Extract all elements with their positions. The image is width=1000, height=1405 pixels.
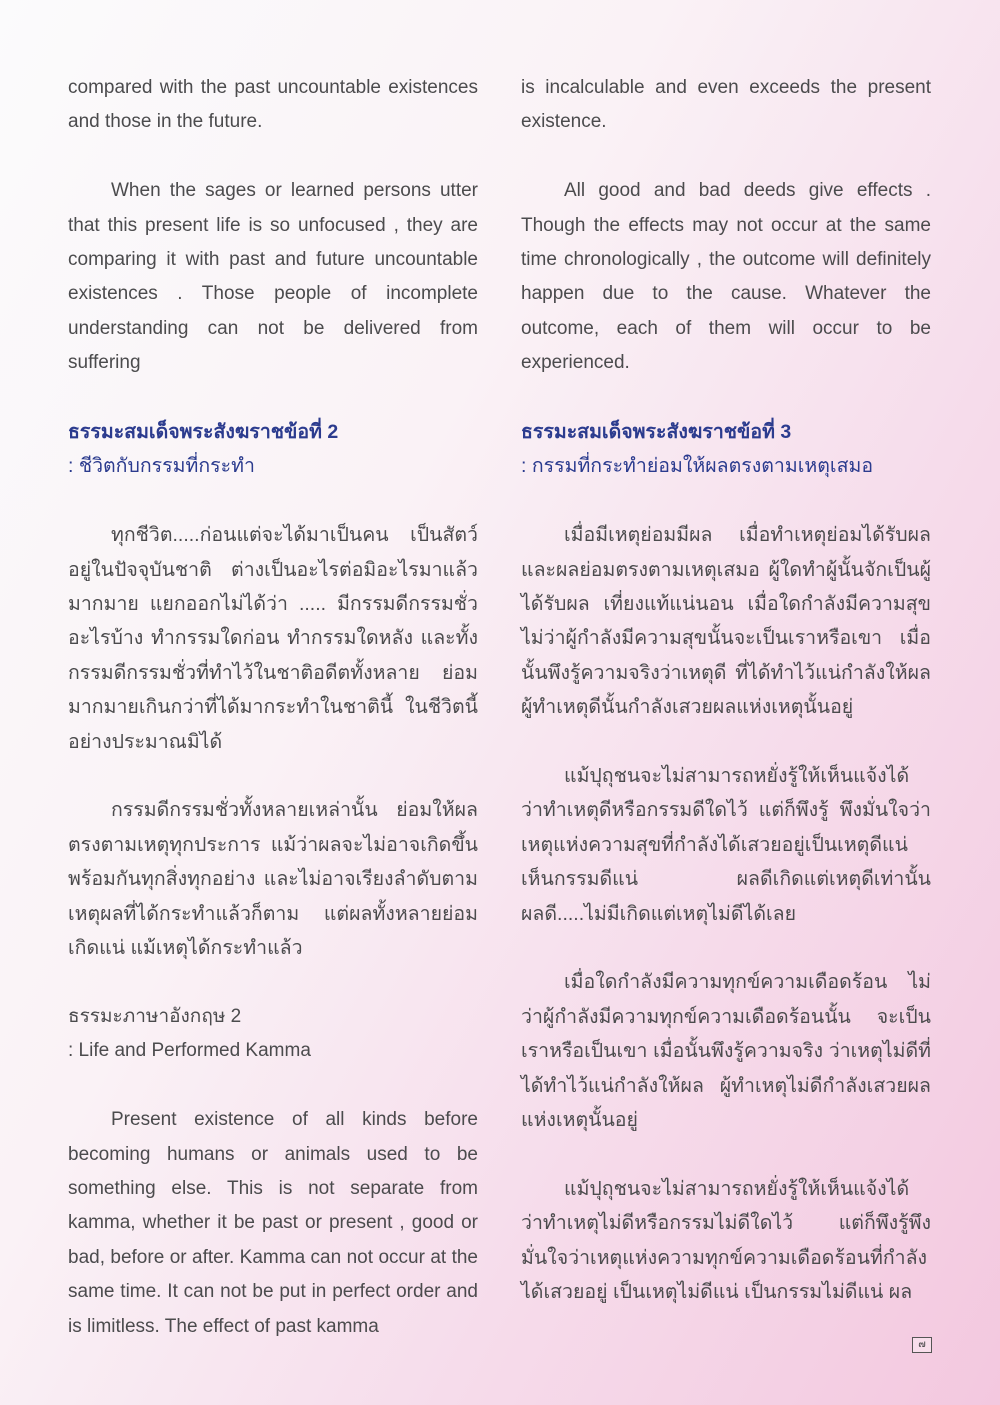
paragraph-left-1: compared with the past uncountable existences and those in the future. [68, 77, 478, 133]
paragraph-left-2: When the sages or learned persons utter that this present life is so unfocused , they are comparing it with past and future uncountable existences . Those people of incomplete understanding can not be delivered from suffering [68, 180, 478, 374]
paragraph-right-thai-4: แม้ปุถุชนจะไม่สามารถหยั่งรู้ให้เห็นแจ้งได้ว่าทำเหตุไม่ดีหรือกรรมไม่ดีใดไว้ แต่ก็พึงรู้พึงมั่นใจว่าเหตุแห่งความทุกข์ความเดือดร้อนที่กำลังได้เสวยอยู่ เป็นเหตุไม่ดีแน่ เป็นกรรมไม่ดีแน่ ผล [521, 1177, 931, 1304]
paragraph-left-thai-1: ทุกชีวิต.....ก่อนแต่จะได้มาเป็นคน เป็นสัตว์ อยู่ในปัจจุบันชาติ ต่างเป็นอะไรต่อมิอะไรมาแล้วมากมาย แยกออกไม่ได้ว่า ..... มีกรรมดีกรรมชั่วอะไรบ้าง ทำกรรมใดก่อน ทำกรรมใดหลัง และทั้งกรรมดีกรรมชั่วที่ทำไว้ในชาติอดีตทั้งหลาย ย่อมมากมายเกินกว่าที่ได้มากระทำในชาตินี้ ในชีวิตนี้อย่างประมาณมิได้ [68, 524, 478, 753]
paragraph-right-thai-1: เมื่อมีเหตุย่อมมีผล เมื่อทำเหตุย่อมได้รับผลและผลย่อมตรงตามเหตุเสมอ ผู้ใดทำผู้นั้นจักเป็นผู้ได้รับผล เที่ยงแท้แน่นอน เมื่อใดกำลังมีความสุข ไม่ว่าผู้กำลังมีความสุขนั้นจะเป็นเราหรือเขา เมื่อนั้นพึงรู้ความจริงว่าเหตุดี ที่ได้ทำไว้แน่กำลังให้ผล ผู้ทำเหตุดีนั้นกำลังเสวยผลแห่งเหตุนั้นอยู่ [521, 524, 931, 719]
heading-dhamma-2-subtitle: : ชีวิตกับกรรมที่กระทำ [68, 455, 255, 478]
paragraph-right-2: All good and bad deeds give effects . Though the effects may not occur at the same time chronologically , the outcome will definitely happen due to the cause. Whatever the outcome, each of them will occur to be experienced. [521, 180, 931, 374]
paragraph-right-thai-3: เมื่อใดกำลังมีความทุกข์ความเดือดร้อน ไม่ว่าผู้กำลังมีความทุกข์ความเดือดร้อนนั้น จะเป็นเราหรือเป็นเขา เมื่อนั้นพึงรู้ความจริง ว่าเหตุไม่ดีที่ได้ทำไว้แน่กำลังให้ผล ผู้ทำเหตุไม่ดีกำลังเสวยผลแห่งเหตุนั้นอยู่ [521, 971, 931, 1132]
heading-dhamma-2-title: ธรรมะสมเด็จพระสังฆราชข้อที่ 2 [68, 421, 339, 444]
paragraph-left-english: Present existence of all kinds before becoming humans or animals used to be something else. This is not separate from kamma, whether it be past or present , good or bad, before or after. Kamma can not occur at the same time. It can not be put in perfect order and is limitless. The effect of past kamma [68, 1109, 478, 1337]
left-column [68, 71, 478, 1344]
paragraph-right-thai-2: แม้ปุถุชนจะไม่สามารถหยั่งรู้ให้เห็นแจ้งได้ว่าทำเหตุดีหรือกรรมดีใดไว้ แต่ก็พึงรู้ พึงมั่นใจว่าเหตุแห่งความสุขที่กำลังได้เสวยอยู่เป็นเหตุดีแน่เห็นกรรมดีแน่ ผลดีเกิดแต่เหตุดีเท่านั้น ผลดี.....ไม่มีเกิดแต่เหตุไม่ดีได้เลย [521, 765, 931, 925]
heading-english-dhamma-title: ธรรมะภาษาอังกฤษ 2 [68, 1005, 242, 1027]
heading-dhamma-3-title: ธรรมะสมเด็จพระสังฆราชข้อที่ 3 [521, 421, 792, 444]
right-column [521, 71, 931, 1310]
page-number: ๗ [912, 1337, 932, 1353]
paragraph-right-1: is incalculable and even exceeds the present existence. [521, 77, 931, 133]
heading-dhamma-3-subtitle: : กรรมที่กระทำย่อมให้ผลตรงตามเหตุเสมอ [521, 455, 874, 478]
paragraph-left-thai-2: กรรมดีกรรมชั่วทั้งหลายเหล่านั้น ย่อมให้ผลตรงตามเหตุทุกประการ แม้ว่าผลจะไม่อาจเกิดขึ้นพร้อมกันทุกสิ่งทุกอย่าง และไม่อาจเรียงลำดับตามเหตุผลที่ได้กระทำแล้วก็ตาม แต่ผลทั้งหลายย่อมเกิดแน่ แม้เหตุได้กระทำแล้ว [68, 799, 478, 960]
heading-english-dhamma-subtitle: : Life and Performed Kamma [68, 1040, 311, 1062]
